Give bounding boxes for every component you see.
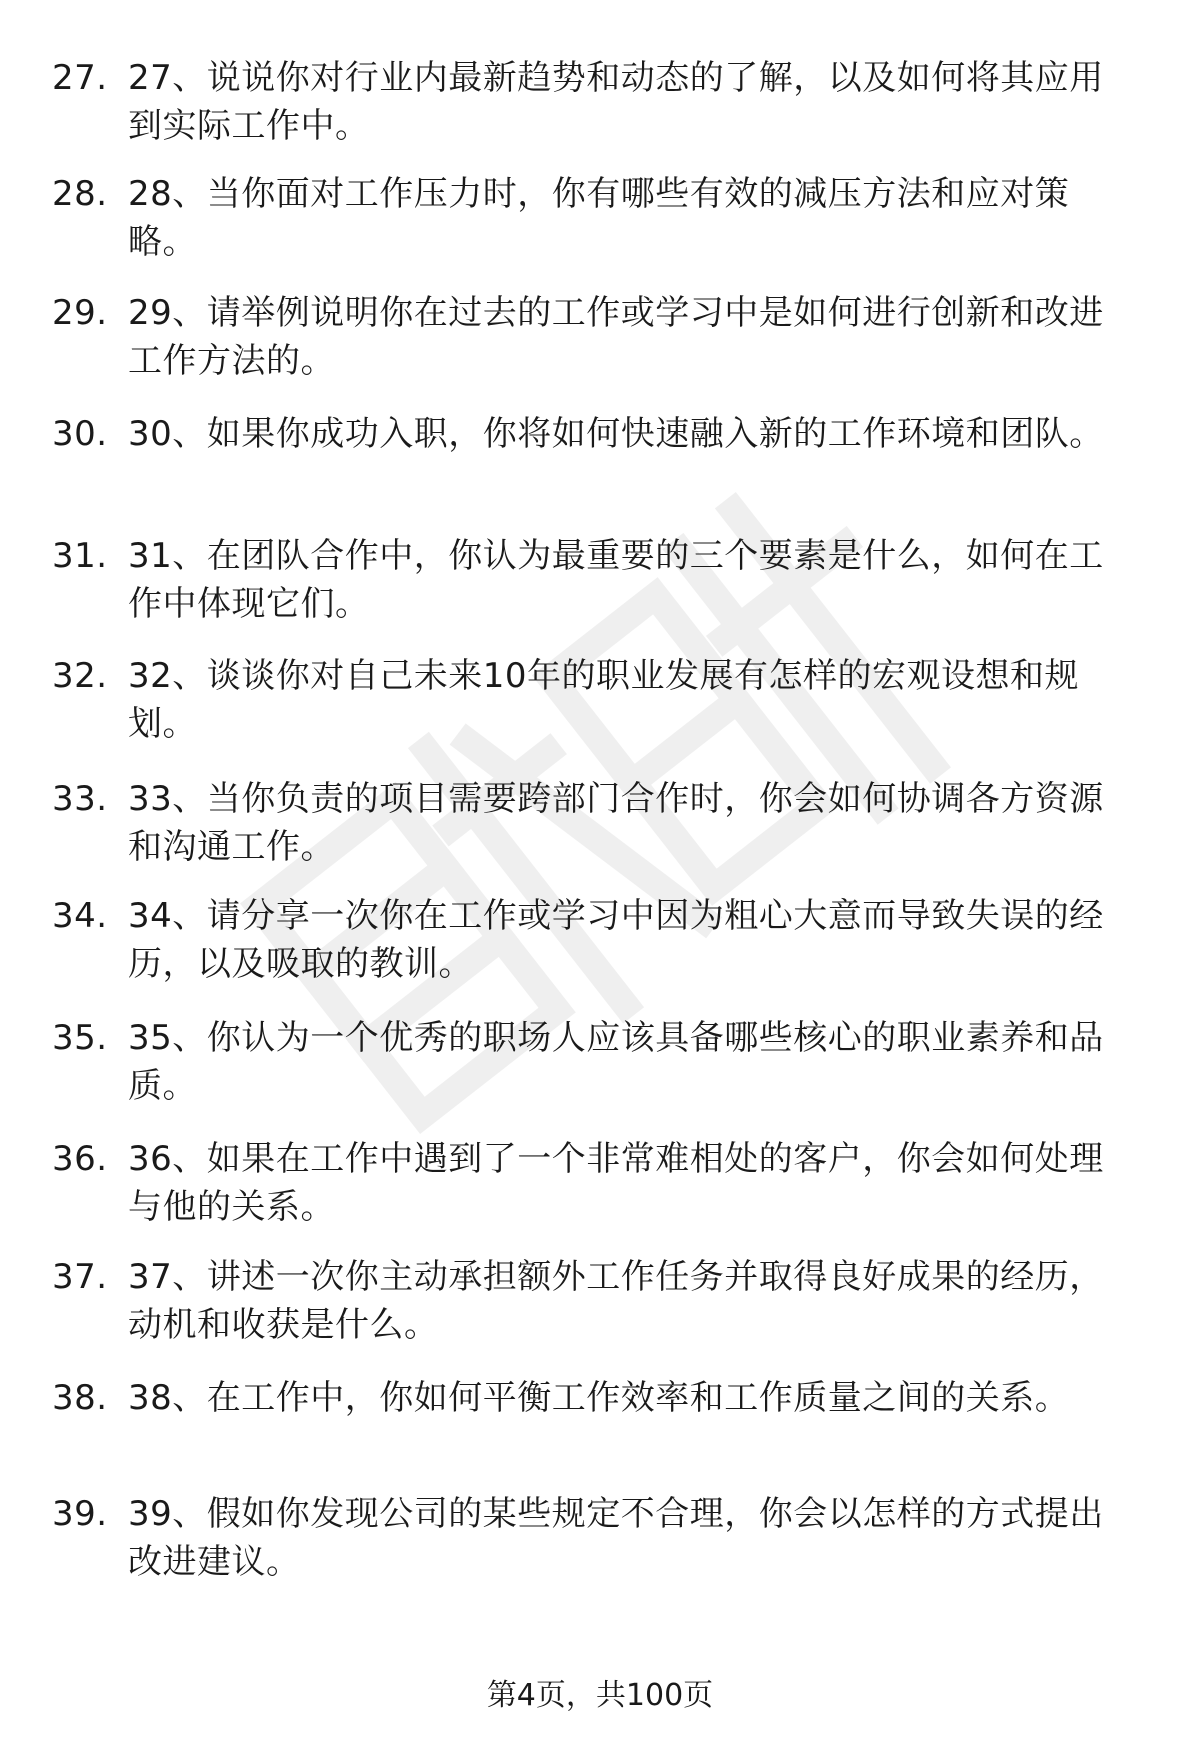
- item-number: 32.: [52, 656, 108, 696]
- item-text: 32、谈谈你对自己未来10年的职业发展有怎样的宏观设想和规划。: [128, 656, 1080, 744]
- item-number: 37.: [52, 1257, 108, 1297]
- item-number: 29.: [52, 293, 108, 333]
- item-number: 38.: [52, 1378, 108, 1418]
- item-text: 30、如果你成功入职，你将如何快速融入新的工作环境和团队。: [128, 414, 1104, 454]
- item-text: 35、你认为一个优秀的职场人应该具备哪些核心的职业素养和品质。: [128, 1018, 1104, 1106]
- item-number: 39.: [52, 1494, 108, 1534]
- item-text: 37、讲述一次你主动承担额外工作任务并取得良好成果的经历，动机和收获是什么。: [128, 1257, 1104, 1345]
- item-number: 27.: [52, 58, 108, 98]
- item-text: 27、说说你对行业内最新趋势和动态的了解，以及如何将其应用到实际工作中。: [128, 58, 1104, 146]
- item-text: 31、在团队合作中，你认为最重要的三个要素是什么，如何在工作中体现它们。: [128, 536, 1104, 624]
- item-text: 28、当你面对工作压力时，你有哪些有效的减压方法和应对策略。: [128, 174, 1070, 262]
- item-text: 38、在工作中，你如何平衡工作效率和工作质量之间的关系。: [128, 1378, 1070, 1418]
- item-text: 36、如果在工作中遇到了一个非常难相处的客户，你会如何处理与他的关系。: [128, 1139, 1104, 1227]
- item-number: 33.: [52, 779, 108, 819]
- item-text: 39、假如你发现公司的某些规定不合理，你会以怎样的方式提出改进建议。: [128, 1494, 1104, 1582]
- item-number: 36.: [52, 1139, 108, 1179]
- item-number: 30.: [52, 414, 108, 454]
- item-text: 34、请分享一次你在工作或学习中因为粗心大意而导致失误的经历，以及吸取的教训。: [128, 896, 1104, 984]
- item-number: 35.: [52, 1018, 108, 1058]
- page-footer: 第4页，共100页: [486, 1678, 714, 1713]
- item-text: 33、当你负责的项目需要跨部门合作时，你会如何协调各方资源和沟通工作。: [128, 779, 1104, 867]
- item-number: 28.: [52, 174, 108, 214]
- item-number: 34.: [52, 896, 108, 936]
- item-number: 31.: [52, 536, 108, 576]
- item-text: 29、请举例说明你在过去的工作或学习中是如何进行创新和改进工作方法的。: [128, 293, 1104, 381]
